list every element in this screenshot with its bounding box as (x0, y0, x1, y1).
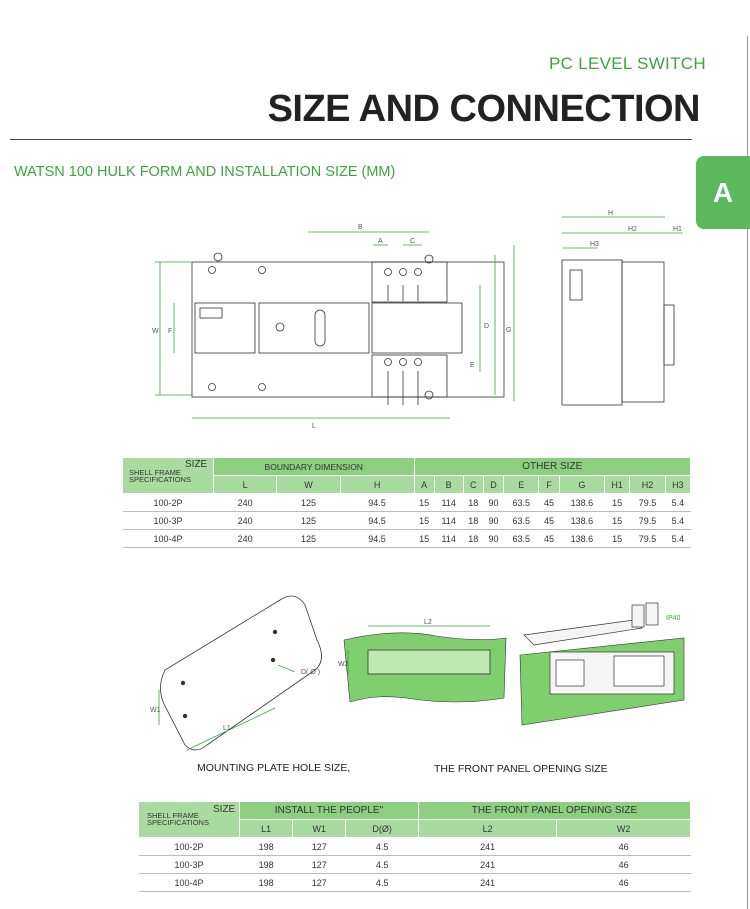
table2-col-header: W1 (293, 820, 346, 838)
value-cell: 79.5 (630, 494, 665, 512)
value-cell: 79.5 (630, 530, 665, 548)
installation-table (138, 801, 691, 892)
page-subtitle: PC LEVEL SWITCH (549, 54, 706, 73)
table1-col-header: E (504, 476, 539, 494)
table1-col-header: A (414, 476, 434, 494)
mounting-plate-drawing (145, 590, 330, 760)
value-cell: 46 (557, 874, 691, 892)
value-cell: 241 (418, 856, 556, 874)
mounting-caption: MOUNTING PLATE HOLE SIZE, (197, 762, 351, 774)
spec-cell: 100-4P (123, 530, 214, 548)
value-cell: 63.5 (504, 494, 539, 512)
value-cell: 15 (414, 512, 434, 530)
table1-col-header: D (483, 476, 503, 494)
value-cell: 15 (414, 494, 434, 512)
value-cell: 15 (605, 530, 630, 548)
table2-col-header: W2 (557, 820, 691, 838)
value-cell: 127 (293, 838, 346, 856)
table1-col-header: C (463, 476, 483, 494)
value-cell: 138.6 (559, 512, 604, 530)
value-cell: 240 (214, 494, 277, 512)
dim-label-f: F (168, 328, 173, 335)
value-cell: 241 (418, 838, 556, 856)
dim-label-a: A (378, 238, 383, 245)
table2-col-header: D(Ø) (346, 820, 419, 838)
value-cell: 240 (214, 530, 277, 548)
value-cell: 241 (418, 874, 556, 892)
value-cell: 138.6 (559, 530, 604, 548)
spec-cell: 100-3P (123, 512, 214, 530)
installed-product-drawing (514, 600, 692, 730)
value-cell: 18 (463, 512, 483, 530)
l1-label: L1 (223, 725, 231, 732)
dim-label-c: C (410, 238, 416, 245)
value-cell: 90 (483, 530, 503, 548)
chapter-tab[interactable]: A (696, 156, 750, 229)
table2-col-header: L1 (240, 820, 293, 838)
side-view-drawing (548, 205, 688, 415)
value-cell: 15 (605, 512, 630, 530)
value-cell: 15 (414, 530, 434, 548)
dim-label-h1: H1 (673, 226, 682, 233)
dim-label-g: G (506, 327, 512, 334)
value-cell: 125 (277, 512, 340, 530)
value-cell: 240 (214, 512, 277, 530)
table1-col-header: H (340, 476, 414, 494)
value-cell: 15 (605, 494, 630, 512)
value-cell: 18 (463, 494, 483, 512)
value-cell: 79.5 (630, 512, 665, 530)
value-cell: 114 (434, 494, 463, 512)
value-cell: 90 (483, 512, 503, 530)
dimension-table (122, 457, 691, 548)
table-row (123, 494, 691, 512)
table1-col-header: L (214, 476, 277, 494)
value-cell: 114 (434, 530, 463, 548)
value-cell: 4.5 (346, 874, 419, 892)
table-row (139, 838, 691, 856)
opening-header: THE FRONT PANEL OPENING SIZE (418, 802, 690, 820)
ip-label: IP40 (666, 615, 681, 622)
value-cell: 45 (539, 494, 559, 512)
table-row (123, 512, 691, 530)
dim-label-h2: H2 (628, 226, 637, 233)
dim-label-w: W (152, 328, 159, 335)
table1-col-header: H2 (630, 476, 665, 494)
value-cell: 114 (434, 512, 463, 530)
dim-label-l: L (312, 423, 316, 430)
l2-label: L2 (424, 619, 432, 626)
value-cell: 5.4 (665, 512, 690, 530)
table1-col-header: H3 (665, 476, 690, 494)
value-cell: 45 (539, 512, 559, 530)
shell-size-header-2: SIZE SHELL FRAME SPECIFICATIONS (139, 802, 240, 838)
dim-label-d: D (484, 323, 490, 330)
value-cell: 4.5 (346, 856, 419, 874)
value-cell: 46 (557, 856, 691, 874)
value-cell: 125 (277, 494, 340, 512)
value-cell: 94.5 (340, 530, 414, 548)
value-cell: 125 (277, 530, 340, 548)
value-cell: 94.5 (340, 512, 414, 530)
table-row (139, 856, 691, 874)
table1-col-header: F (539, 476, 559, 494)
table1-col-header: G (559, 476, 604, 494)
page-title: SIZE AND CONNECTION (267, 88, 700, 130)
table1-col-header: H1 (605, 476, 630, 494)
table1-col-header: B (434, 476, 463, 494)
value-cell: 46 (557, 838, 691, 856)
install-header: INSTALL THE PEOPLE" (240, 802, 419, 820)
panel-caption: THE FRONT PANEL OPENING SIZE (434, 763, 608, 775)
value-cell: 4.5 (346, 838, 419, 856)
spec-cell: 100-3P (139, 856, 240, 874)
value-cell: 5.4 (665, 494, 690, 512)
value-cell: 198 (240, 874, 293, 892)
table-row (139, 874, 691, 892)
value-cell: 94.5 (340, 494, 414, 512)
w2-label: W2 (338, 661, 349, 668)
spec-cell: 100-4P (139, 874, 240, 892)
l1-w1-label: W1 (150, 707, 161, 714)
value-cell: 5.4 (665, 530, 690, 548)
value-cell: 63.5 (504, 530, 539, 548)
dim-label-e: E (470, 362, 475, 369)
value-cell: 63.5 (504, 512, 539, 530)
spec-cell: 100-2P (139, 838, 240, 856)
table-row (123, 530, 691, 548)
other-size-header: OTHER SIZE (414, 458, 691, 476)
panel-opening-drawing (336, 610, 511, 710)
d-label: D( Ø ) (301, 669, 321, 676)
spec-cell: 100-2P (123, 494, 214, 512)
value-cell: 45 (539, 530, 559, 548)
dim-label-b: B (358, 224, 363, 231)
value-cell: 18 (463, 530, 483, 548)
front-view-drawing (140, 215, 540, 430)
table1-col-header: W (277, 476, 340, 494)
value-cell: 90 (483, 494, 503, 512)
section-title: WATSN 100 HULK FORM AND INSTALLATION SIZE (MM) (14, 164, 396, 180)
value-cell: 127 (293, 874, 346, 892)
divider (10, 139, 692, 140)
boundary-header: BOUNDARY DIMENSION (214, 458, 415, 476)
dim-label-h3: H3 (590, 241, 599, 248)
value-cell: 198 (240, 838, 293, 856)
value-cell: 198 (240, 856, 293, 874)
value-cell: 127 (293, 856, 346, 874)
dim-label-h: H (608, 210, 614, 217)
table2-col-header: L2 (418, 820, 556, 838)
shell-size-header: SIZE SHELL FRAME SPECIFICATIONS (123, 458, 214, 494)
value-cell: 138.6 (559, 494, 604, 512)
